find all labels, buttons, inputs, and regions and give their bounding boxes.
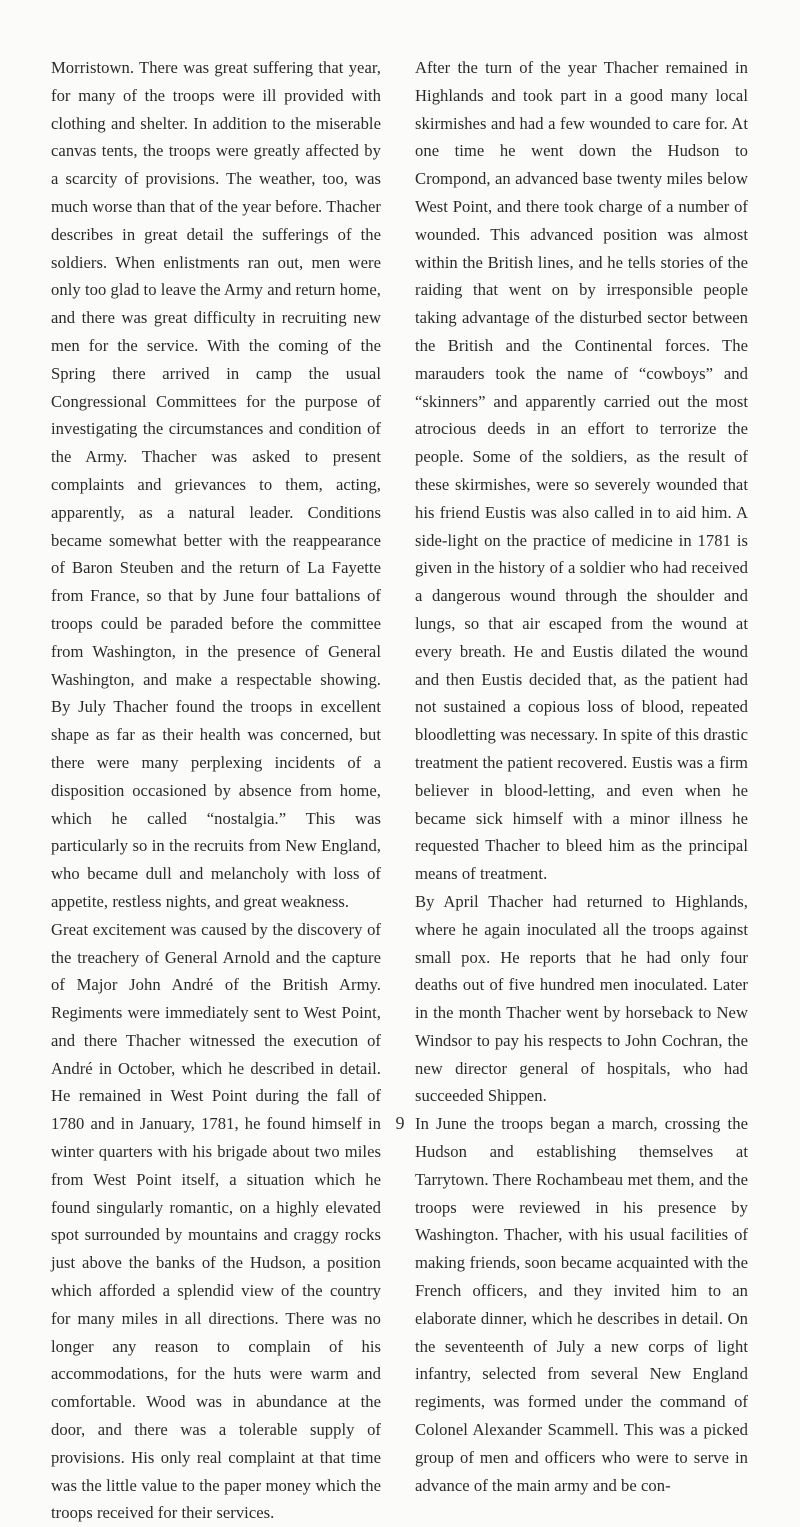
page-number: 9 [395,1113,405,1133]
right-text-column [415,54,748,1499]
paragraph: In June the troops began a march, crossing the Hudson and establishing themselves at Tarrytown. There Rochambeau met them, and the troops were reviewed in his presence by Washington. Thacher, with his usual facilities of making friends, soon became acquainted with the French officers, and they invited him to an elaborate dinner, which he describes in detail. On the seventeenth of July a new corps of light infantry, selected from several New England regiments, was formed under the command of Colonel Alexander Scammell. This was a picked group of men and officers who were to serve in advance of the main army and be con- [415,1114,748,1495]
paragraph: Great excitement was caused by the discovery of the treachery of General Arnold and the capture of Major John André of the British Army. Regiments were immediately sent to West Point, and there Thacher witnessed the execution of André in October, which he described in detail. He remained in West Point during the fall of 1780 and in January, 1781, he found himself in winter quarters with his brigade about two miles from West Point itself, a situation which he found singularly romantic, on a highly elevated spot surrounded by mountains and craggy rocks just above the banks of the Hudson, a position which afforded a splendid view of the country for many miles in all directions. There was no longer any reason to complain of his accommodations, for the huts were warm and comfortable. Wood was in abundance at the door, and there was a tolerable supply of provisions. His only real complaint at that time was the little value to the paper money which the troops received for their services. [51,919,381,1523]
paragraph: Morristown. There was great suffering that year, for many of the troops were ill provided with clothing and shelter. In addition to the miserable canvas tents, the troops were greatly affected by a scarcity of provisions. The weather, too, was much worse than that of the year before. Thacher describes in great detail the sufferings of the soldiers. When enlistments ran out, men were only too glad to leave the Army and return home, and there was great difficulty in recruiting new men for the service. With the coming of the Spring there arrived in camp the usual Congressional Committees for the purpose of investigating the circumstances and condition of the Army. Thacher was asked to present complaints and grievances to them, acting, apparently, as a natural leader. Conditions became somewhat better with the reappearance of Baron Steuben and the return of La Fayette from France, so that by June four battalions of troops could be paraded before the committee from Washington, in the presence of General Washington, and make a respectable showing. By July Thacher found the troops in excellent shape as far as their health was concerned, but there were many perplexing incidents of a disposition occasioned by absence from home, which he called “nostalgia.” This was particularly so in the recruits from New England, who became dull and melancholy with loss of appetite, restless nights, and great weakness. [51,58,381,911]
left-text-column [51,54,381,1527]
paragraph: By April Thacher had returned to Highlands, where he again inoculated all the troops against small pox. He reports that he had only four deaths out of five hundred men inoculated. Later in the month Thacher went by horseback to New Windsor to pay his respects to John Cochran, the new director general of hospitals, who had succeeded Shippen. [415,891,748,1106]
paragraph: After the turn of the year Thacher remained in Highlands and took part in a good many local skirmishes and had a few wounded to care for. At one time he went down the Hudson to Crompond, an advanced base twenty miles below West Point, and there took charge of a number of wounded. This advanced position was almost within the British lines, and he tells stories of the raiding that went on by irresponsible people taking advantage of the disturbed sector between the British and the Continental forces. The marauders took the name of “cowboys” and “skinners” and apparently carried out the most atrocious deeds in an effort to terrorize the people. Some of the soldiers, as the result of these skirmishes, were so severely wounded that his friend Eustis was also called in to aid him. A side-light on the practice of medicine in 1781 is given in the history of a soldier who had received a dangerous wound through the shoulder and lungs, so that air escaped from the wound at every breath. He and Eustis dilated the wound and then Eustis decided that, as the patient had not sustained a copious loss of blood, repeated bloodletting was necessary. In spite of this drastic treatment the patient recovered. Eustis was a firm believer in blood-letting, and even when he became sick himself with a minor illness he requested Thacher to bleed him as the principal means of treatment. [415,58,748,884]
